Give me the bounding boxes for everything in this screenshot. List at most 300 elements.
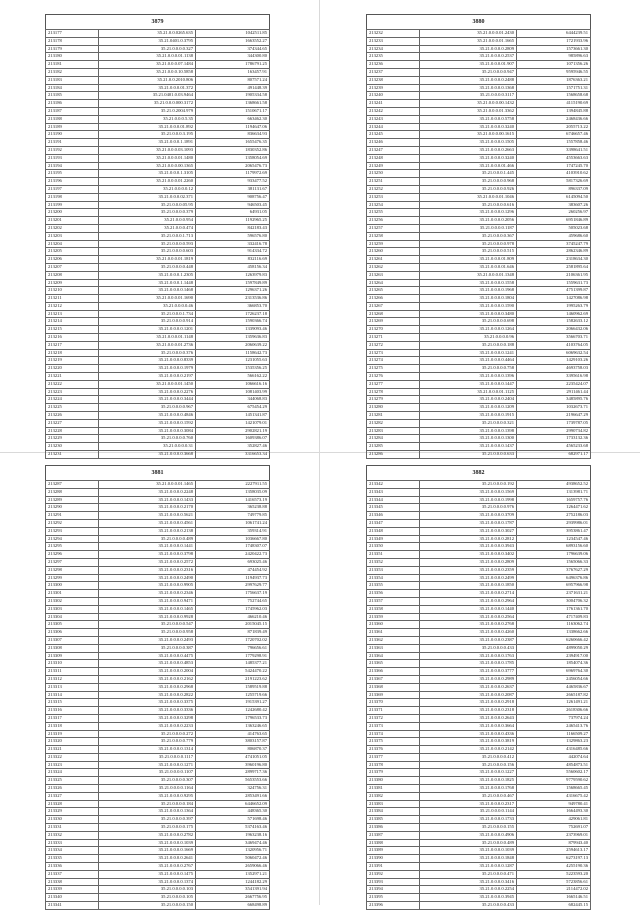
- table-row: [46, 107, 270, 115]
- row-code: 35.21.0.0.0.0.1804: [420, 295, 517, 303]
- row-code: 35.21.0.0.0.0.175: [99, 824, 196, 832]
- row-id: 213186: [46, 100, 99, 108]
- table-row: [46, 660, 270, 668]
- row-value: 1192965.25: [196, 217, 270, 225]
- table-row: [46, 558, 270, 566]
- table-row: [46, 37, 270, 45]
- table-row: [367, 481, 591, 489]
- row-value: 933477.52: [196, 178, 270, 186]
- row-code: 35.21.0.0.0.01.907: [420, 61, 517, 69]
- row-value: 4103764.05: [517, 341, 591, 349]
- row-code: 35.21.0.0.0.0.4260: [420, 629, 517, 637]
- table-row: [367, 404, 591, 412]
- table-row: [46, 730, 270, 738]
- row-code: 35.21.0.0.0.0.3668: [99, 451, 196, 459]
- row-id: 213343: [367, 488, 420, 496]
- row-id: 213381: [367, 785, 420, 793]
- row-id: 213247: [367, 146, 420, 154]
- row-value: 344300.80: [196, 53, 270, 61]
- row-value: 879943.40: [517, 839, 591, 847]
- row-id: 213253: [367, 193, 420, 201]
- row-value: 1733132.36: [517, 435, 591, 443]
- row-code: 35.21.0.0.0.0.1768: [420, 785, 517, 793]
- row-value: 1179972.69: [196, 170, 270, 178]
- row-code: 35.21.0.0.0.0.2637: [420, 683, 517, 691]
- row-id: 213195: [46, 170, 99, 178]
- row-code: 35.21.0.0.0.5.35: [99, 115, 196, 123]
- row-id: 213228: [46, 427, 99, 435]
- row-code: 35.21.0.0.0.01.2430: [420, 30, 517, 38]
- row-value: 2191223.62: [196, 675, 270, 683]
- table-row: [46, 512, 270, 520]
- row-code: 35.21.0.0.0.10.5858: [99, 68, 196, 76]
- row-id: 213387: [367, 831, 420, 839]
- table-row: [367, 217, 591, 225]
- row-value: 871839.49: [196, 629, 270, 637]
- table-row: [46, 808, 270, 816]
- row-code: 35.21.0.0.0.00.1615: [420, 131, 517, 139]
- table-row: [46, 504, 270, 512]
- row-value: 1535356.25: [196, 365, 270, 373]
- row-id: 213251: [367, 178, 420, 186]
- row-value: 2318634.30: [517, 256, 591, 264]
- table-row: [46, 582, 270, 590]
- data-table: [366, 29, 591, 459]
- table-row: [367, 847, 591, 855]
- table-row: [367, 37, 591, 45]
- row-code: 35.21.0.0.0.0.1314: [99, 746, 196, 754]
- row-id: 213373: [367, 722, 420, 730]
- row-id: 213185: [46, 92, 99, 100]
- row-id: 213297: [46, 558, 99, 566]
- row-code: 35.21.0.0.0.3.195: [99, 131, 196, 139]
- row-value: 6969764.30: [517, 668, 591, 676]
- row-value: 381131.67: [196, 185, 270, 193]
- row-code: 35.21.0.0.0.0.603: [99, 248, 196, 256]
- row-code: 35.21.0.0.0.0.2767: [99, 863, 196, 871]
- row-code: 35.21.0.0.0265.635: [99, 30, 196, 38]
- table-row: [46, 800, 270, 808]
- row-id: 213365: [367, 660, 420, 668]
- row-id: 213279: [367, 396, 420, 404]
- table-row: [46, 139, 270, 147]
- row-code: 35.21.0.0.0.0.2714: [420, 590, 517, 598]
- row-code: 35.21.0.0.0.1.713: [99, 232, 196, 240]
- data-table: [366, 480, 591, 910]
- row-value: 796656.61: [196, 644, 270, 652]
- table-row: [367, 527, 591, 535]
- row-id: 213261: [367, 256, 420, 264]
- table-row: [367, 496, 591, 504]
- row-id: 213231: [46, 451, 99, 459]
- row-value: 1720702.02: [196, 636, 270, 644]
- table-row: [367, 629, 591, 637]
- row-id: 213277: [367, 380, 420, 388]
- row-id: 213368: [367, 683, 420, 691]
- row-value: 5374163.46: [196, 824, 270, 832]
- row-value: 1739787.05: [517, 419, 591, 427]
- row-value: 2373969.01: [517, 831, 591, 839]
- row-value: 260256.97: [517, 209, 591, 217]
- row-value: 3803157.87: [196, 738, 270, 746]
- row-code: 35.21.0.0.0.0.3480: [420, 310, 517, 318]
- row-code: 35.21.0.0.0.0.3798: [99, 551, 196, 559]
- row-value: 1234547.46: [517, 535, 591, 543]
- row-id: 213269: [367, 318, 420, 326]
- row-id: 213341: [46, 902, 99, 910]
- row-id: 213289: [46, 496, 99, 504]
- row-id: 213385: [367, 816, 420, 824]
- row-code: 35.21.0.0.0.0.2490: [99, 574, 196, 582]
- row-value: 6957966.98: [517, 582, 591, 590]
- table-row: [46, 707, 270, 715]
- row-id: 213282: [367, 419, 420, 427]
- row-id: 213335: [46, 855, 99, 863]
- row-value: 3395616.98: [517, 373, 591, 381]
- row-code: 35.21.0.0.0.0.1271: [99, 761, 196, 769]
- table-row: [46, 310, 270, 318]
- row-id: 213281: [367, 412, 420, 420]
- row-id: 213210: [46, 287, 99, 295]
- table-row: [367, 45, 591, 53]
- row-code: 35.21.0.0.0.0.1296: [420, 209, 517, 217]
- row-code: 35.21.0.0.0.0.327: [99, 45, 196, 53]
- table-row: [46, 131, 270, 139]
- row-id: 213255: [367, 209, 420, 217]
- row-code: 35.21.0.0.0.0.968: [420, 178, 517, 186]
- row-code: 35.21.0.0.0.0.3819: [420, 738, 517, 746]
- row-value: 6069632.54: [517, 349, 591, 357]
- table-row: [367, 154, 591, 162]
- row-value: 505023.68: [517, 224, 591, 232]
- row-value: 2235424.07: [517, 380, 591, 388]
- row-code: 35.21.0.0.0.0.1505: [420, 139, 517, 147]
- row-id: 213205: [46, 248, 99, 256]
- table-row: [367, 271, 591, 279]
- row-id: 213303: [46, 605, 99, 613]
- row-code: 35.21.0.0.0.0.1164: [99, 785, 196, 793]
- row-code: 35.21.0.0.0.01.1148: [99, 334, 196, 342]
- table-row: [367, 107, 591, 115]
- row-id: 213316: [46, 707, 99, 715]
- row-value: 1573661.30: [517, 45, 591, 53]
- row-code: 35.21.0.0.0.000.3172: [99, 100, 196, 108]
- table-row: [367, 668, 591, 676]
- row-id: 213278: [367, 388, 420, 396]
- row-id: 213246: [367, 139, 420, 147]
- row-code: 35.21.0.0.0.0.914: [99, 318, 196, 326]
- row-value: 3469474.46: [196, 839, 270, 847]
- row-value: 414763.65: [196, 730, 270, 738]
- row-code: 35.21.0.0.0.0.367: [420, 232, 517, 240]
- row-value: 5560602.17: [517, 769, 591, 777]
- row-value: 1571751.31: [517, 84, 591, 92]
- row-code: 35.21.0.0.0.01.1348: [420, 271, 517, 279]
- table-row: [367, 699, 591, 707]
- row-value: 1779298.91: [196, 652, 270, 660]
- row-id: 213344: [367, 496, 420, 504]
- row-value: 5653553.66: [196, 777, 270, 785]
- table-row: [367, 551, 591, 559]
- row-value: 5424470.22: [196, 668, 270, 676]
- row-id: 213236: [367, 61, 420, 69]
- row-code: 35.21.0.0.0.0.272: [99, 730, 196, 738]
- row-code: 35.21.0.0.0.0.633: [420, 451, 517, 459]
- table-row: [46, 248, 270, 256]
- table-row: [46, 605, 270, 613]
- row-id: 213394: [367, 886, 420, 894]
- row-value: 1761361.70: [517, 605, 591, 613]
- row-id: 213382: [367, 792, 420, 800]
- table-row: [46, 45, 270, 53]
- row-value: 6260666.42: [517, 636, 591, 644]
- row-value: 9595946.55: [517, 68, 591, 76]
- table-row: [367, 365, 591, 373]
- row-id: 213290: [46, 504, 99, 512]
- row-id: 213212: [46, 302, 99, 310]
- row-code: 35.21.0.0.0.0.9905: [99, 582, 196, 590]
- row-code: 35.21.0.0.0.1.1891: [99, 139, 196, 147]
- row-code: 35.21.0.0.0.05.95: [99, 201, 196, 209]
- row-code: 35.21.0.0.0.0.1785: [420, 660, 517, 668]
- table-row: [367, 644, 591, 652]
- row-id: 213276: [367, 373, 420, 381]
- row-code: 35.21.0.0.0.0.1209: [420, 404, 517, 412]
- row-value: 1582633.12: [517, 318, 591, 326]
- row-id: 213187: [46, 107, 99, 115]
- row-id: 213233: [367, 37, 420, 45]
- row-id: 213366: [367, 668, 420, 676]
- table-row: [367, 100, 591, 108]
- table-row: [46, 123, 270, 131]
- row-code: 35.21.0.0.0.0.2318: [420, 707, 517, 715]
- row-id: 213220: [46, 365, 99, 373]
- row-value: 1066616.16: [196, 380, 270, 388]
- table-row: [46, 240, 270, 248]
- table-row: [367, 519, 591, 527]
- row-value: 2594613.17: [517, 847, 591, 855]
- table-row: [367, 178, 591, 186]
- row-value: 752744.65: [196, 597, 270, 605]
- row-id: 213334: [46, 847, 99, 855]
- row-code: 35.21.0.0.0.0.103: [99, 886, 196, 894]
- row-code: 35.21.0.0.0.02.371: [99, 193, 196, 201]
- table-row: [367, 318, 591, 326]
- row-id: 213294: [46, 535, 99, 543]
- row-id: 213213: [46, 310, 99, 318]
- row-id: 213378: [367, 761, 420, 769]
- row-id: 213311: [46, 668, 99, 676]
- row-code: 35.21.0.0.0.0.2317: [420, 800, 517, 808]
- row-value: 383607.26: [517, 201, 591, 209]
- row-id: 213235: [367, 53, 420, 61]
- row-id: 213355: [367, 582, 420, 590]
- table-row: [46, 551, 270, 559]
- row-value: 908756.47: [196, 193, 270, 201]
- table-row: [46, 886, 270, 894]
- table-row: [367, 240, 591, 248]
- row-id: 213179: [46, 45, 99, 53]
- row-id: 213285: [367, 443, 420, 451]
- row-id: 213330: [46, 816, 99, 824]
- row-value: 3745247.79: [517, 240, 591, 248]
- row-id: 213307: [46, 636, 99, 644]
- row-value: 1721933.96: [517, 37, 591, 45]
- row-code: 35.21.0.0.0.01.1819: [99, 256, 196, 264]
- row-id: 213379: [367, 769, 420, 777]
- row-id: 213328: [46, 800, 99, 808]
- table-row: [367, 326, 591, 334]
- row-id: 213338: [46, 878, 99, 886]
- table-row: [46, 68, 270, 76]
- row-code: 35.21.0.0.0.0.1187: [420, 224, 517, 232]
- table-row: [46, 574, 270, 582]
- table-row: [367, 590, 591, 598]
- row-value: 5060472.46: [196, 855, 270, 863]
- row-id: 213219: [46, 357, 99, 365]
- row-value: 2752186.03: [517, 512, 591, 520]
- row-value: 2899717.36: [196, 769, 270, 777]
- row-value: 1726237.18: [196, 310, 270, 318]
- row-code: 35.21.0.0.0.0.9295: [99, 792, 196, 800]
- row-code: 35.21.0.0.0.01.1125: [420, 388, 517, 396]
- table-row: [46, 824, 270, 832]
- row-id: 213260: [367, 248, 420, 256]
- row-value: 1255719.66: [196, 691, 270, 699]
- row-value: 1796639.06: [517, 551, 591, 559]
- row-value: 9779590.62: [517, 777, 591, 785]
- row-value: 1665146.51: [517, 894, 591, 902]
- row-value: 1081403.99: [196, 388, 270, 396]
- row-value: 359314.91: [196, 527, 270, 535]
- row-id: 213287: [46, 481, 99, 489]
- row-id: 213356: [367, 590, 420, 598]
- row-id: 213296: [46, 551, 99, 559]
- row-id: 213232: [367, 30, 420, 38]
- row-code: 35.21.0.0.0.0.1039: [99, 839, 196, 847]
- row-code: 35.21.0.0.0.0.9471: [99, 597, 196, 605]
- row-id: 213183: [46, 76, 99, 84]
- row-code: 35.21.0.0.0.0.2809: [420, 558, 517, 566]
- row-value: 2066432.06: [517, 326, 591, 334]
- row-id: 213197: [46, 185, 99, 193]
- row-id: 213374: [367, 730, 420, 738]
- row-value: 1394845.88: [517, 107, 591, 115]
- row-value: 1597849.89: [196, 279, 270, 287]
- row-id: 213198: [46, 193, 99, 201]
- row-code: 35.21.0.0.0.01.646: [420, 263, 517, 271]
- row-code: 35.21.0.0.0.0.3336: [99, 707, 196, 715]
- row-id: 213331: [46, 824, 99, 832]
- table-row: [367, 295, 591, 303]
- page-number: 3880: [366, 14, 591, 29]
- table-row: [46, 341, 270, 349]
- row-value: 946503.45: [196, 201, 270, 209]
- table-row: [46, 380, 270, 388]
- row-id: 213351: [367, 551, 420, 559]
- row-id: 213310: [46, 660, 99, 668]
- row-id: 213288: [46, 488, 99, 496]
- row-id: 213258: [367, 232, 420, 240]
- table-row: [367, 146, 591, 154]
- row-id: 213271: [367, 334, 420, 342]
- table-row: [367, 427, 591, 435]
- row-code: 35.21.0.0.0.0.3664: [420, 722, 517, 730]
- table-row: [46, 535, 270, 543]
- row-code: 35.21.0.0.0.0.3709: [420, 512, 517, 520]
- row-id: 213243: [367, 115, 420, 123]
- row-value: 682445.15: [517, 902, 591, 910]
- table-row: [367, 839, 591, 847]
- row-id: 213308: [46, 644, 99, 652]
- table-row: [367, 435, 591, 443]
- row-id: 213362: [367, 636, 420, 644]
- table-row: [367, 357, 591, 365]
- row-value: 2065476.73: [196, 162, 270, 170]
- row-value: 1786791.25: [196, 61, 270, 69]
- row-code: 35.21.0.0.0.01.809: [420, 256, 517, 264]
- row-value: 1485377.21: [196, 660, 270, 668]
- row-value: 1263979.83: [196, 271, 270, 279]
- row-code: 35.21.0.0.0.1.1448: [99, 279, 196, 287]
- table-row: [46, 894, 270, 902]
- table-row: [367, 543, 591, 551]
- row-code: 35.21.0.0.0.0.2248: [99, 488, 196, 496]
- table-row: [46, 451, 270, 459]
- table-row: [367, 777, 591, 785]
- row-id: 213364: [367, 652, 420, 660]
- row-code: 35.21.0.0.0.0.2087: [420, 691, 517, 699]
- table-row: [367, 660, 591, 668]
- row-code: 35.21.0.0.0.0.3444: [99, 396, 196, 404]
- table-row: [46, 396, 270, 404]
- row-id: 213234: [367, 45, 420, 53]
- row-value: 3767627.29: [517, 566, 591, 574]
- table-row: [46, 816, 270, 824]
- row-code: 35.21.0.0.0.0.150: [99, 902, 196, 910]
- row-code: 35.21.0.0.0.0.2809: [420, 45, 517, 53]
- row-value: 675454.29: [196, 404, 270, 412]
- table-row: [367, 761, 591, 769]
- table-row: [367, 185, 591, 193]
- row-code: 35.21.0.0.0.0.155: [420, 824, 517, 832]
- table-row: [367, 131, 591, 139]
- table-row: [367, 388, 591, 396]
- row-code: 35.21.0.0.0.07.1484: [99, 61, 196, 69]
- row-code: 35.21.0.0.0.0.1396: [420, 373, 517, 381]
- row-value: 4565233.68: [517, 443, 591, 451]
- row-id: 213275: [367, 365, 420, 373]
- table-row: [367, 209, 591, 217]
- table-row: [367, 870, 591, 878]
- row-id: 213295: [46, 543, 99, 551]
- table-row: [367, 746, 591, 754]
- table-row: [46, 792, 270, 800]
- row-value: 6746657.46: [517, 131, 591, 139]
- row-id: 213357: [367, 597, 420, 605]
- table-row: [367, 84, 591, 92]
- row-value: 1796533.73: [196, 714, 270, 722]
- row-code: 35.21.0.0.0.0.760: [99, 435, 196, 443]
- row-id: 213350: [367, 543, 420, 551]
- row-id: 213256: [367, 217, 420, 225]
- row-id: 213375: [367, 738, 420, 746]
- table-row: [46, 146, 270, 154]
- row-value: 1590366.74: [196, 318, 270, 326]
- row-value: 1042511.85: [196, 30, 270, 38]
- table-row: [367, 334, 591, 342]
- table-row: [367, 139, 591, 147]
